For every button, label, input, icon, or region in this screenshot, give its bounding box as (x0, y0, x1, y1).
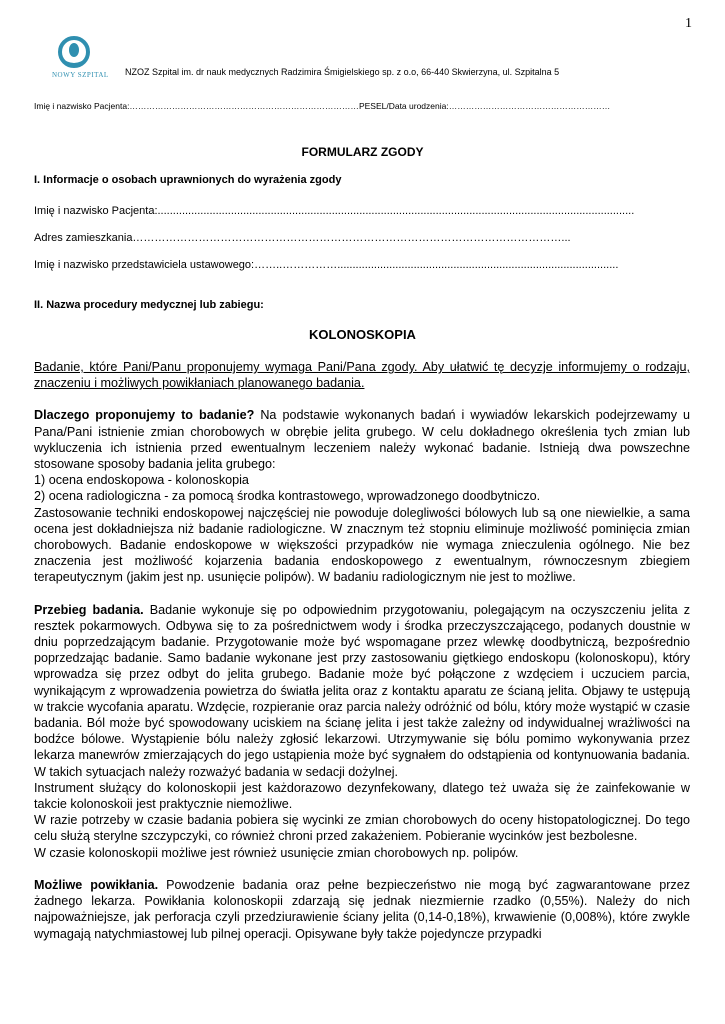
patient-name-line: Imię i nazwisko Pacjenta:............................................................................................................................................................ (34, 205, 635, 217)
page-number: 1 (685, 16, 692, 31)
why-title: Dlaczego proponujemy to badanie? (34, 408, 255, 423)
why-text: Na podstawie wykonanych badań i wywiadów lekarskich podejrzewamy u Pana/Pani istnienie zmian chorobowych w obrębie jelita grubego. W celu dokładnego określenia tych zmian lub wykluczenia ich istnienia przed ewentualnym leczeniem należy wykonać badanie. Istnieją dwa powszechne stosowane sposoby badania jelita grubego: (34, 408, 691, 472)
form-title: FORMULARZ ZGODY (301, 145, 424, 159)
pesel-field: PESEL/Data urodzenia:………………………………………………… (358, 101, 611, 111)
section1-heading: I. Informacje o osobach uprawnionych do wyrażenia zgody (34, 174, 342, 186)
course-text: Badanie wykonuje się po odpowiednim przygotowaniu, polegającym na oczyszczeniu jelita z resztek pokarmowych. Odbywa się to za pośrednictwem wody i środka przeczyszczającego, podanych doustnie w dniu poprzedzającym badanie. Przygotowanie może być wspomagane przez wlewkę doodbytniczą, bezpośrednio poprzedzając badanie. Samo badanie wykonane jest przy zastosowaniu giętkiego endoskopu (kolonoskopu), który wprowadza się przez odbyt do jelita grubego. Badanie może być połączone z wzdęciem i uczuciem parcia, wynikającym z wprowadzenia powietrza do światła jelita oraz z kontaktu aparatu ze ścianą jelita. Objawy te ustępują w trakcie wycofania aparatu. Wzdęcie, rozpieranie oraz parcia należy odróżnić od bólu, który może wystąpić w czasie badania. Ból może być spowodowany uciskiem na ścianę jelita i jest także zależny od indywidualnej wrażliwości na bodźce bólowe. Wystąpienie bólu należy zgłosić lekarzowi. Utrzymywanie się bólu pomimo wykonywania przez lekarza manewrów zmierzających do jego ustąpienia może być sygnałem do odstąpienia od kontynuowania badania. W takich sytuacjach należy rozważyć badania w sedacji dożylnej. (34, 602, 690, 779)
representative-line: Imię i nazwisko przedstawiciela ustawowego:……..……………............................................................................................ (34, 259, 619, 271)
why-paragraph (34, 407, 690, 472)
intro-paragraph: Badanie, które Pani/Panu proponujemy wymaga Pani/Pana zgody. Aby ułatwić tę decyzje informujemy o rodzaju, znaczeniu i możliwych powikłaniach planowanego badania. (34, 360, 690, 391)
procedure-name: KOLONOSKOPIA (309, 327, 416, 342)
why-item-1: 1) ocena endoskopowa - kolonoskopia (34, 473, 249, 488)
course-text-2: Instrument służący do kolonoskopii jest każdorazowo dezynfekowany, dlatego też uważa się że zainfekowanie w takcie kolonoskoii jest praktycznie niemożliwe. (34, 780, 690, 812)
patient-name-field: Imię i nazwisko Pacjenta:……………………………………………………………………… (34, 101, 359, 111)
why-item-2: 2) ocena radiologiczna - za pomocą środka kontrastowego, wprowadzonego doodbytniczo. (34, 489, 541, 504)
section2-heading: II. Nazwa procedury medycznej lub zabiegu: (34, 299, 264, 311)
logo-text: NOWY SZPITAL (52, 71, 109, 79)
course-text-4: W czasie kolonoskopii możliwe jest również usunięcie zmian chorobowych np. polipów. (34, 845, 519, 860)
patient-line (34, 101, 610, 111)
course-title: Przebieg badania. (34, 602, 144, 617)
complications-title: Możliwe powikłania. (34, 877, 159, 892)
course-paragraph (34, 602, 690, 780)
address-line: Adres zamieszkania………………………………………………………………………………………………………... (34, 232, 571, 244)
institution-header: NZOZ Szpital im. dr nauk medycznych Radzimira Śmigielskiego sp. z o.o, 66-440 Skwierzyna, ul. Szpitalna 5 (125, 67, 560, 77)
complications-text: Powodzenie badania oraz pełne bezpieczeństwo nie mogą być zagwarantowane przez żadnego lekarza. Powikłania kolonoskopii zdarzają się jednak niezmiernie rzadko (0,55%). Należy do nich najpoważniejsze, jak perforacja czyli przedziurawienie ściany jelita (0,14-0,18%), krwawienie (0,008%), które zwykle wymagają natychmiastowej lub pilnej operacji. Opisywane były także pojedyncze przypadki (34, 877, 691, 941)
body-content (34, 359, 690, 942)
why-text-2: Zastosowanie techniki endoskopowej najczęściej nie powoduje dolegliwości bólowych lub są one niewielkie, a sama ocena jest dokładniejsza niż badanie radiologiczne. W znacznym też stopniu eliminuje możliwość pominięcia zmian chorobowych. Badanie endoskopowe w większości przypadków nie wymaga znieczulenia ogólnego. Nie bez znaczenia jest możliwość kojarzenia badania endoskopowego z ewentualnym, równoczesnym zbiegiem terapeutycznym (jakim jest np. usunięcie polipów). W badaniu radiologicznym nie jest to możliwe. (34, 505, 690, 585)
course-text-3: W razie potrzeby w czasie badania pobiera się wycinki ze zmian chorobowych do oceny histopatologicznej. Do tego celu służą sterylne szczypczyki, co również chroni przed zakażeniem. Pobieranie wycinków jest bezbolesne. (34, 813, 690, 844)
complications-paragraph (34, 877, 690, 942)
